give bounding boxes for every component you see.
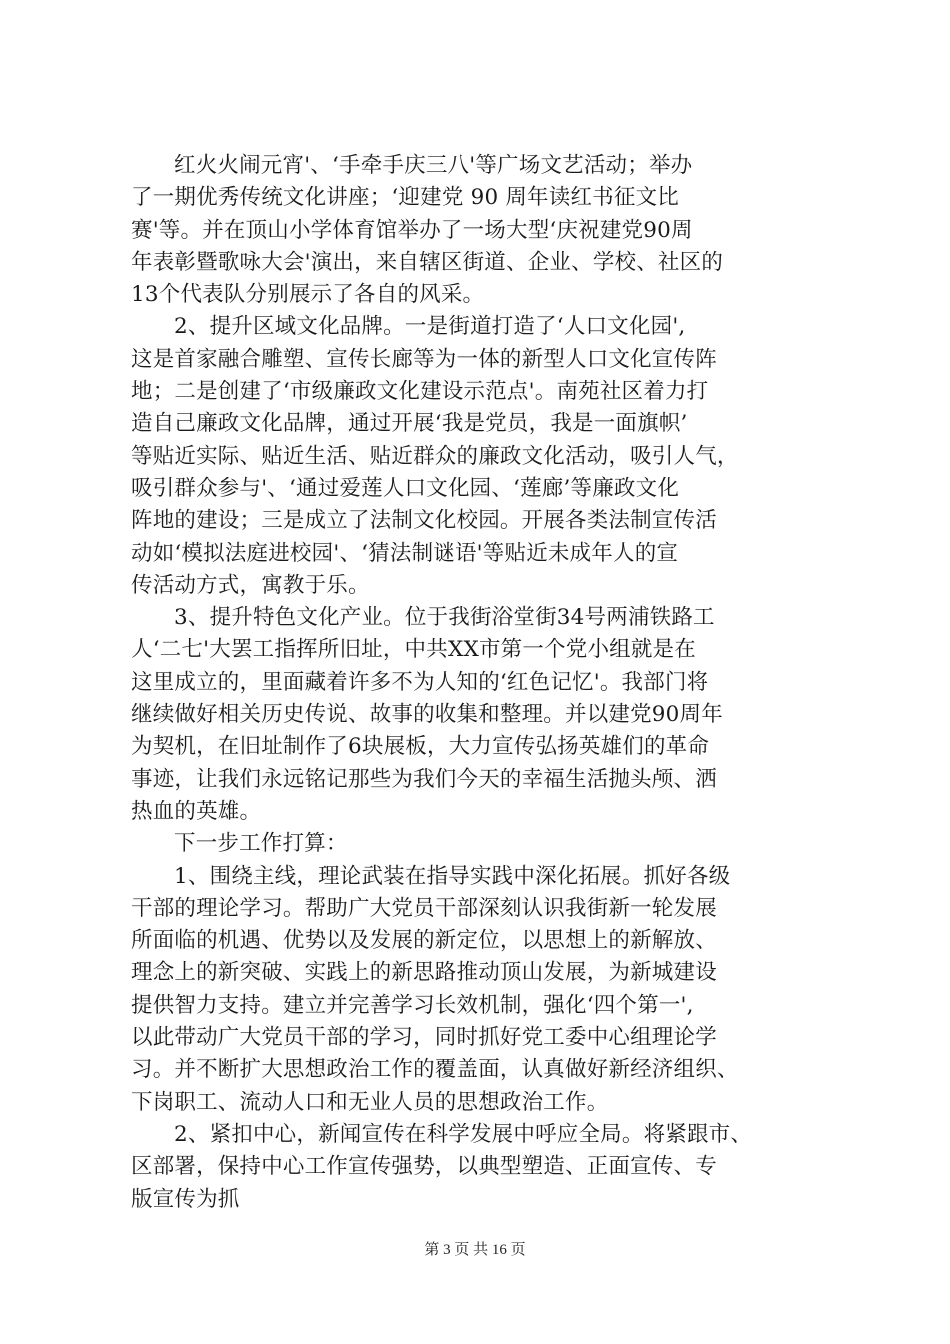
text-line: 3、提升特色文化产业。位于我街浴堂街34号两浦铁路工	[174, 605, 715, 631]
document-body	[131, 150, 831, 1216]
text-line: 红火火闹元宵'、‘手牵手庆三八'等广场文艺活动；举办	[174, 153, 693, 178]
text-line: 这是首家融合雕塑、宣传长廊等为一体的新型人口文化宣传阵	[131, 346, 717, 372]
text-line: 热血的英雄。	[131, 798, 262, 824]
text-line: 等贴近实际、贴近生活、贴近群众的廉政文化活动，吸引人气，	[131, 443, 739, 469]
text-line: 传活动方式，寓教于乐。	[131, 572, 370, 598]
text-line: 继续做好相关历史传说、故事的收集和整理。并以建党90周年	[131, 702, 723, 728]
text-line: 下岗职工、流动人口和无业人员的思想政治工作。	[131, 1089, 609, 1115]
text-line: 所面临的机遇、优势以及发展的新定位，以思想上的新解放、	[131, 928, 717, 954]
text-line: 干部的理论学习。帮助广大党员干部深刻认识我街新一轮发展	[131, 895, 717, 921]
text-line: 年表彰暨歌咏大会'演出，来自辖区街道、企业、学校、社区的	[131, 249, 724, 275]
text-line: 人‘二七'大罢工指挥所旧址，中共XX市第一个党小组就是在	[131, 637, 696, 663]
text-line: 版宣传为抓	[131, 1186, 240, 1212]
text-line: 1、围绕主线，理论武装在指导实践中深化拓展。抓好各级	[174, 863, 731, 889]
page-footer: 第 3 页 共 16 页	[424, 1242, 526, 1258]
text-line: 赛'等。并在顶山小学体育馆举办了一场大型‘庆祝建党90周	[131, 217, 693, 243]
text-line: 2、紧扣中心，新闻宣传在科学发展中呼应全局。将紧跟市、	[174, 1121, 753, 1147]
text-line: 事迹，让我们永远铭记那些为我们今天的幸福生活抛头颅、洒	[131, 766, 717, 792]
text-line: 了一期优秀传统文化讲座；‘迎建党 90 周年读红书征文比	[131, 185, 679, 211]
text-line: 动如‘模拟法庭进校园'、‘猜法制谜语'等贴近未成年人的宣	[131, 540, 679, 566]
text-line: 2、提升区域文化品牌。一是街道打造了‘人口文化园',	[174, 314, 686, 340]
text-line: 区部署，保持中心工作宣传强势，以典型塑造、正面宣传、专	[131, 1154, 717, 1180]
text-line: 提供智力支持。建立并完善学习长效机制，强化‘四个第一',	[131, 992, 694, 1018]
text-line: 造自己廉政文化品牌，通过开展‘我是党员，我是一面旗帜’	[131, 411, 688, 437]
text-line: 习。并不断扩大思想政治工作的覆盖面，认真做好新经济组织、	[131, 1057, 739, 1083]
text-line: 这里成立的，里面藏着许多不为人知的‘红色记忆'。我部门将	[131, 669, 709, 695]
text-line: 13个代表队分别展示了各自的风采。	[131, 282, 485, 308]
text-line: 吸引群众参与'、‘通过爱莲人口文化园、‘莲廊’等廉政文化	[131, 475, 680, 501]
text-line: 地；二是创建了‘市级廉政文化建设示范点'。南苑社区着力打	[131, 379, 709, 405]
text-line: 下一步工作打算：	[174, 831, 348, 857]
text-line: 阵地的建设；三是成立了法制文化校园。开展各类法制宣传活	[131, 508, 717, 534]
text-line: 理念上的新突破、实践上的新思路推动顶山发展，为新城建设	[131, 960, 717, 986]
text-line: 为契机，在旧址制作了6块展板，大力宣传弘扬英雄们的革命	[131, 734, 710, 760]
text-line: 以此带动广大党员干部的学习，同时抓好党工委中心组理论学	[131, 1025, 717, 1051]
